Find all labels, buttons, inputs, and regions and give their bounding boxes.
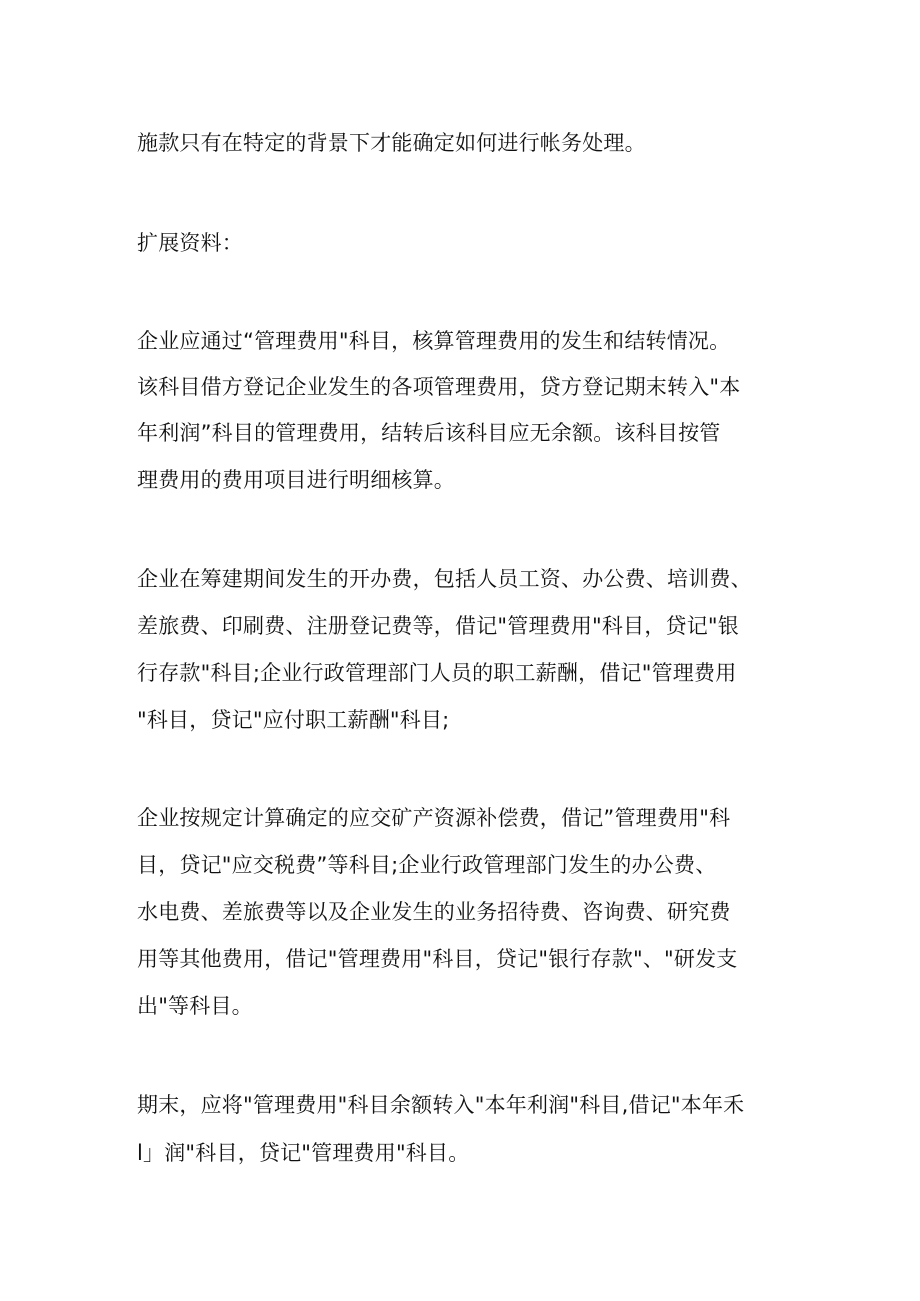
text-line: 理费用的费用项目进行明细核算。 bbox=[137, 468, 455, 492]
text-line: l」润"科目，贷记"管理费用"科目。 bbox=[137, 1141, 470, 1165]
text-line: 企业应通过“管理费用"科目，核算管理费用的发生和结转情况。 bbox=[137, 329, 731, 353]
text-line: 该科目借方登记企业发生的各项管理费用，贷方登记期末转入"本 bbox=[137, 375, 741, 399]
text-line: 出"等科目。 bbox=[137, 994, 253, 1018]
text-line: 水电费、差旅费等以及企业发生的业务招待费、咨询费、研究费 bbox=[137, 900, 731, 924]
text-line: 用等其他费用，借记"管理费用"科目，贷记"银行存款"、"研发支 bbox=[137, 947, 738, 971]
text-line: 行存款"科目;企业行政管理部门人员的职工薪酬，借记"管理费用 bbox=[137, 661, 737, 685]
text-line: 企业按规定计算确定的应交矿产资源补偿费，借记”管理费用"科 bbox=[137, 806, 731, 830]
text-line: 差旅费、印刷费、注册登记费等，借记"管理费用"科目，贷记"银 bbox=[137, 614, 739, 638]
text-line: 企业在筹建期间发生的开办费，包括人员工资、办公费、培训费、 bbox=[137, 567, 752, 591]
text-line: 期末，应将"管理费用"科目余额转入"本年利润"科目,借记"本年禾 bbox=[137, 1093, 745, 1117]
text-line: 施款只有在特定的背景下才能确定如何进行帐务处理。 bbox=[137, 131, 646, 155]
text-line: 目，贷记"应交税费”等科目;企业行政管理部门发生的办公费、 bbox=[137, 853, 717, 877]
text-line: 年利润”科目的管理费用，结转后该科目应无余额。该科目按管 bbox=[137, 421, 721, 445]
text-line: "科目，贷记"应付职工薪酬"科目; bbox=[137, 708, 450, 732]
section-heading: 扩展资料： bbox=[137, 231, 243, 255]
